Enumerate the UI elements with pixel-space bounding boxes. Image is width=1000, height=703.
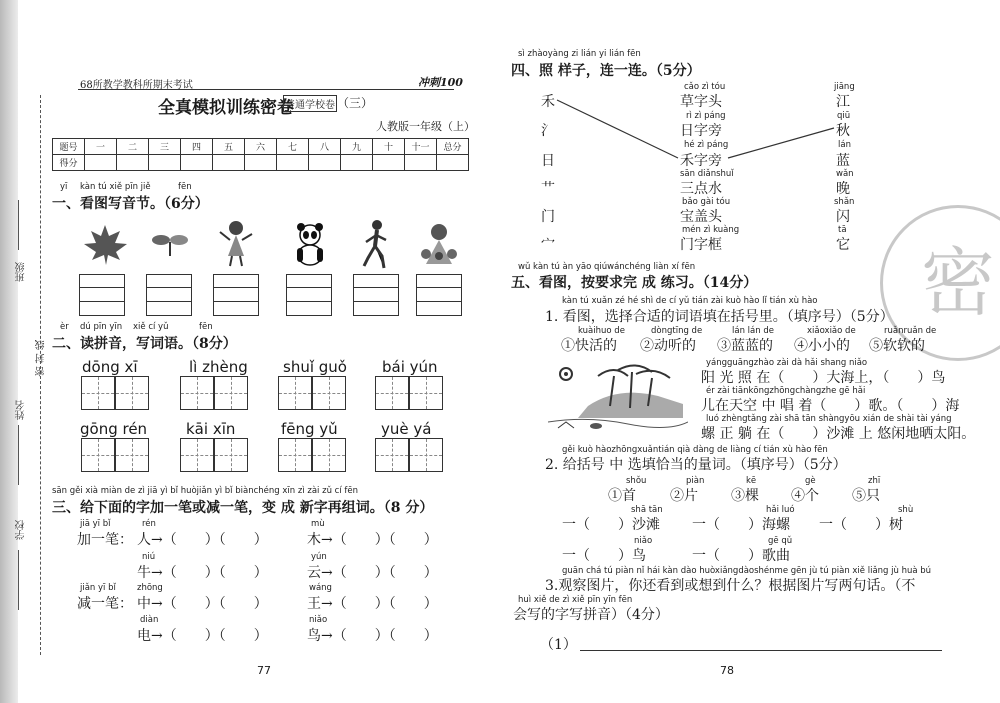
binding-shadow bbox=[0, 0, 18, 703]
s3-item-sub: 王→（ ）（ ） bbox=[307, 596, 438, 612]
score-cell: 十 bbox=[373, 139, 405, 155]
s1-title: 一、看图写音节。（6分） bbox=[52, 196, 209, 212]
s4-title: 四、照 样子，连一连。（5分） bbox=[511, 63, 701, 79]
s5-option: ④小小的 bbox=[794, 338, 850, 354]
s3-item-add: 人→（ ）（ ） bbox=[137, 532, 268, 548]
s5-q3: 3.观察图片，你还看到或想到什么？根据图片写两句话。（不 bbox=[545, 578, 916, 594]
score-cell[interactable] bbox=[149, 155, 181, 171]
tian-grid-box[interactable] bbox=[278, 438, 312, 472]
tian-grid-box[interactable] bbox=[214, 376, 248, 410]
score-cell[interactable] bbox=[85, 155, 117, 171]
s3-sub-label: 减一笔： bbox=[77, 596, 133, 612]
s5-passage-line: 儿在天空 中 唱 着（ ）歌。（ ）海 bbox=[701, 398, 960, 414]
s4-mid-pinyin: hé zì páng bbox=[684, 140, 729, 150]
score-cell: 九 bbox=[341, 139, 373, 155]
item-pinyin: wáng bbox=[309, 583, 332, 593]
s5-option: ①快活的 bbox=[561, 338, 617, 354]
score-cell[interactable] bbox=[373, 155, 405, 171]
score-cell: 八 bbox=[309, 139, 341, 155]
s5-pinyin: wǔ kàn tú àn yāo qiúwánchéng liàn xí fēn bbox=[518, 262, 696, 272]
pinyin-answer-box-2[interactable] bbox=[146, 274, 192, 316]
score-cell: 四 bbox=[181, 139, 213, 155]
item-pinyin: rén bbox=[142, 519, 156, 529]
s1-pinyin-1: yī bbox=[60, 182, 68, 192]
score-cell[interactable] bbox=[309, 155, 341, 171]
s3-title: 三、给下面的字加一笔或减一笔，变 成 新字再组词。（8 分） bbox=[52, 500, 434, 516]
s3-sub-pinyin: jiǎn yī bǐ bbox=[80, 583, 116, 593]
pinyin-answer-box-1[interactable] bbox=[79, 274, 125, 316]
score-cell: 题号 bbox=[53, 139, 85, 155]
score-cell: 一 bbox=[85, 139, 117, 155]
s1-pinyin-2: kàn tú xiě pīn jiě bbox=[80, 182, 151, 192]
score-cell[interactable] bbox=[245, 155, 277, 171]
score-cell[interactable] bbox=[117, 155, 149, 171]
tian-grid-box[interactable] bbox=[81, 438, 115, 472]
s4-radical: 艹 bbox=[541, 181, 555, 197]
s5-measure-word: ②片 bbox=[670, 488, 698, 504]
score-cell: 二 bbox=[117, 139, 149, 155]
s2-word-pinyin: lì zhèng bbox=[189, 358, 248, 376]
s5-mw-pinyin: zhī bbox=[868, 476, 881, 486]
s5-option-pinyin: dòngtīng de bbox=[651, 326, 703, 336]
s5-mw-pinyin: gè bbox=[805, 476, 816, 486]
s4-mid-pinyin: mén zì kuàng bbox=[682, 225, 740, 235]
grade-label: 人教版一年级（上） bbox=[376, 120, 475, 133]
s5-measure-word: ③棵 bbox=[731, 488, 759, 504]
s2-title: 二、读拼音，写词语。（8分） bbox=[52, 336, 237, 352]
s3-item-sub: 电→（ ）（ ） bbox=[137, 628, 268, 644]
s4-right-pinyin: tā bbox=[838, 225, 847, 235]
s4-char: 它 bbox=[836, 237, 850, 253]
score-cell[interactable] bbox=[437, 155, 469, 171]
item-pinyin: zhōng bbox=[137, 583, 163, 593]
s5-line-pinyin: luó zhèngtǎng zài shā tān shàngyōu xián de shài tài yáng bbox=[706, 414, 952, 424]
item-pinyin: diàn bbox=[140, 615, 159, 625]
s2-word-pinyin: bái yún bbox=[382, 358, 438, 376]
s4-char: 秋 bbox=[836, 123, 850, 139]
s5-measure-word: ④个 bbox=[791, 488, 819, 504]
s4-radical: 日 bbox=[541, 153, 555, 169]
score-cell: 十一 bbox=[405, 139, 437, 155]
exam-badge: 普通学校卷 bbox=[283, 95, 337, 112]
s4-radical-name: 门字框 bbox=[680, 237, 722, 253]
s5-title: 五、看图，按要求完 成 练习。（14分） bbox=[511, 275, 758, 291]
s4-mid-pinyin: sān diǎnshuǐ bbox=[680, 169, 734, 179]
s2-pinyin-3: xiě cí yǔ bbox=[133, 322, 169, 332]
s2-word-pinyin: yuè yá bbox=[381, 420, 432, 438]
s2-pinyin-4: fēn bbox=[199, 322, 213, 332]
s4-right-pinyin: qiū bbox=[837, 111, 851, 121]
s3-item-add: 牛→（ ）（ ） bbox=[137, 565, 268, 581]
s5-option: ⑤软软的 bbox=[869, 338, 925, 354]
tian-grid-box[interactable] bbox=[115, 376, 149, 410]
seal-stamp: 密 bbox=[880, 205, 1000, 361]
item-pinyin: mù bbox=[311, 519, 325, 529]
s5-fill-item: 一（ ）歌曲 bbox=[692, 548, 790, 564]
s5-fill-item: 一（ ）沙滩 bbox=[562, 517, 660, 533]
pinyin-answer-box-4[interactable] bbox=[286, 274, 332, 316]
s5-mw-pinyin: piàn bbox=[686, 476, 705, 486]
s5-fill-item: 一（ ）海螺 bbox=[692, 517, 790, 533]
score-cell[interactable] bbox=[181, 155, 213, 171]
tian-grid-box[interactable] bbox=[115, 438, 149, 472]
tian-grid-box[interactable] bbox=[409, 438, 443, 472]
s5-fill-pinyin: hǎi luó bbox=[766, 505, 795, 515]
s5-measure-word: ⑤只 bbox=[852, 488, 880, 504]
s3-item-add: 云→（ ）（ ） bbox=[307, 565, 438, 581]
s5-q2-pinyin: gěi kuò hàozhōngxuǎntián qià dàng de liàng cí tián xù hào fēn bbox=[562, 445, 828, 455]
s4-radical: 门 bbox=[541, 209, 555, 225]
s4-radical: 禾 bbox=[541, 94, 555, 110]
s5-mw-pinyin: shǒu bbox=[626, 476, 647, 486]
tian-grid-box[interactable] bbox=[180, 376, 214, 410]
s5-option-pinyin: xiǎoxiǎo de bbox=[807, 326, 856, 336]
tian-grid-box[interactable] bbox=[214, 438, 248, 472]
s5-q2: 2. 给括号 中 选填恰当的量词。（填序号）（5分） bbox=[545, 457, 847, 473]
score-cell: 六 bbox=[245, 139, 277, 155]
score-cell: 总分 bbox=[437, 139, 469, 155]
binding-name: 姓名 bbox=[16, 400, 27, 420]
item-pinyin: niǎo bbox=[309, 615, 328, 625]
score-cell: 七 bbox=[277, 139, 309, 155]
s2-word-pinyin: fēng yǔ bbox=[281, 420, 338, 438]
s4-right-pinyin: jiāng bbox=[834, 82, 855, 92]
s4-char: 晚 bbox=[836, 181, 850, 197]
answer-line-label: （1） bbox=[540, 637, 577, 653]
s3-item-sub: 鸟→（ ）（ ） bbox=[307, 628, 438, 644]
s4-radical: 宀 bbox=[541, 237, 555, 253]
score-cell: 三 bbox=[149, 139, 181, 155]
s4-right-pinyin: shǎn bbox=[834, 197, 855, 207]
s4-char: 蓝 bbox=[836, 153, 850, 169]
s4-radical-name: 禾字旁 bbox=[680, 153, 722, 169]
s4-char: 闪 bbox=[836, 209, 850, 225]
s5-q1-pinyin: kàn tú xuǎn zé hé shì de cí yǔ tián zài kuò hào lǐ tián xù hào bbox=[562, 296, 818, 306]
s5-option-pinyin: ruǎnruǎn de bbox=[884, 326, 937, 336]
score-cell: 得分 bbox=[53, 155, 85, 171]
s2-word-pinyin: kāi xīn bbox=[186, 420, 236, 438]
tian-grid-box[interactable] bbox=[81, 376, 115, 410]
s5-fill-item: 一（ ）树 bbox=[819, 517, 903, 533]
s2-pinyin-2: dú pīn yīn bbox=[80, 322, 123, 332]
s4-pinyin: sì zhàoyàng zi lián yi lián fēn bbox=[518, 49, 641, 59]
s3-add-label: 加一笔： bbox=[77, 532, 133, 548]
header-exam-source: 68所教学教科所期末考试 bbox=[80, 80, 193, 91]
tian-grid-box[interactable] bbox=[278, 376, 312, 410]
binding-school: 学校 bbox=[16, 520, 27, 540]
pinyin-answer-box-3[interactable] bbox=[213, 274, 259, 316]
s1-pinyin-3: fēn bbox=[178, 182, 192, 192]
panda-icon bbox=[292, 222, 328, 266]
s4-char: 江 bbox=[836, 94, 850, 110]
score-table-score-row bbox=[53, 155, 469, 171]
s5-option: ②动听的 bbox=[640, 338, 696, 354]
s5-fill-item: 一（ ）鸟 bbox=[562, 548, 646, 564]
page-number-right: 78 bbox=[720, 664, 734, 677]
s2-word-pinyin: dōng xī bbox=[82, 358, 138, 376]
tian-grid-box[interactable] bbox=[375, 438, 409, 472]
score-table bbox=[52, 138, 469, 171]
s5-q1: 1. 看图，选择合适的词语填在括号里。（填序号）（5分） bbox=[545, 309, 894, 325]
s5-passage-line: 阳 光 照 在（ ）大海上，（ ）鸟 bbox=[701, 370, 946, 386]
s4-radical-name: 三点水 bbox=[680, 181, 722, 197]
binding-class: 班级 bbox=[16, 262, 27, 282]
tian-grid-box[interactable] bbox=[409, 376, 443, 410]
tian-grid-box[interactable] bbox=[375, 376, 409, 410]
s5-q3b-pinyin: huì xiě de zì xiě pīn yīn fēn bbox=[518, 595, 633, 605]
page-number-left: 77 bbox=[257, 664, 271, 677]
item-pinyin: yún bbox=[311, 552, 327, 562]
item-pinyin: niú bbox=[142, 552, 156, 562]
score-table-header-row bbox=[53, 139, 469, 155]
answer-line[interactable] bbox=[580, 650, 942, 651]
s5-q3-continued: 会写的字写拼音）（4分） bbox=[513, 607, 669, 623]
s5-option: ③蓝蓝的 bbox=[717, 338, 773, 354]
s3-pinyin: sān gěi xià miàn de zì jiā yì bǐ huòjiǎn yì bǐ biànchéng xīn zì zài zǔ cí fēn bbox=[52, 486, 359, 496]
s4-mid-pinyin: rì zì páng bbox=[686, 111, 726, 121]
s3-item-add: 木→（ ）（ ） bbox=[307, 532, 438, 548]
exam-number: （三） bbox=[337, 96, 374, 110]
s5-line-pinyin: ér zài tiānkōngzhōngchàngzhe gē hǎi bbox=[706, 386, 866, 396]
exam-title: 全真模拟训练密卷 bbox=[158, 98, 294, 118]
s5-line-pinyin: yángguāngzhào zài dà hǎi shang niǎo bbox=[706, 358, 868, 368]
s5-mw-pinyin: kē bbox=[746, 476, 757, 486]
runner-icon bbox=[360, 218, 394, 270]
maple-leaf-icon bbox=[80, 222, 130, 266]
s5-option-pinyin: lán lán de bbox=[732, 326, 774, 336]
s4-radical-name: 宝盖头 bbox=[680, 209, 722, 225]
s4-radical-name: 草字头 bbox=[680, 94, 722, 110]
pinyin-answer-box-5[interactable] bbox=[353, 274, 399, 316]
s5-option-pinyin: kuàihuo de bbox=[578, 326, 625, 336]
s4-radical-name: 日字旁 bbox=[680, 123, 722, 139]
girl-with-flowers-icon bbox=[418, 220, 460, 266]
s2-pinyin-1: èr bbox=[60, 322, 69, 332]
s5-fill-pinyin: gē qǔ bbox=[768, 536, 793, 546]
s5-fill-pinyin: niǎo bbox=[634, 536, 653, 546]
s5-fill-pinyin: shù bbox=[898, 505, 914, 515]
s3-add-pinyin: jiā yī bǐ bbox=[80, 519, 111, 529]
s5-q3-pinyin: guān chá tú piàn nǐ hái kàn dào huòxiǎngdàoshénme gēn jù tú piàn xiě liǎng jù huà bú bbox=[562, 566, 932, 576]
s5-measure-word: ①首 bbox=[608, 488, 636, 504]
score-cell[interactable] bbox=[405, 155, 437, 171]
beach-scene-illustration bbox=[548, 356, 688, 432]
s2-word-pinyin: shuǐ guǒ bbox=[283, 358, 347, 376]
dancing-girl-icon bbox=[216, 218, 256, 268]
score-cell[interactable] bbox=[277, 155, 309, 171]
s4-right-pinyin: lán bbox=[838, 140, 851, 150]
sprout-icon bbox=[150, 228, 190, 258]
score-cell[interactable] bbox=[341, 155, 373, 171]
tian-grid-box[interactable] bbox=[180, 438, 214, 472]
s4-mid-pinyin: bǎo gài tóu bbox=[682, 197, 731, 207]
s3-item-sub: 中→（ ）（ ） bbox=[137, 596, 268, 612]
binding-cut-line-label: 密 封 线 bbox=[36, 340, 47, 377]
s4-right-pinyin: wǎn bbox=[836, 169, 854, 179]
tian-grid-box[interactable] bbox=[312, 376, 346, 410]
s2-word-pinyin: gōng rén bbox=[80, 420, 148, 438]
s4-radical: 氵 bbox=[541, 123, 555, 139]
header-brand: 冲刺100 bbox=[418, 76, 463, 89]
s5-passage-line: 螺 正 躺 在（ ）沙滩 上 悠闲地晒太阳。 bbox=[701, 426, 976, 442]
score-cell[interactable] bbox=[213, 155, 245, 171]
score-cell: 五 bbox=[213, 139, 245, 155]
s5-fill-pinyin: shā tān bbox=[631, 505, 663, 515]
pinyin-answer-box-6[interactable] bbox=[416, 274, 462, 316]
s4-mid-pinyin: cǎo zì tóu bbox=[684, 82, 726, 92]
tian-grid-box[interactable] bbox=[312, 438, 346, 472]
